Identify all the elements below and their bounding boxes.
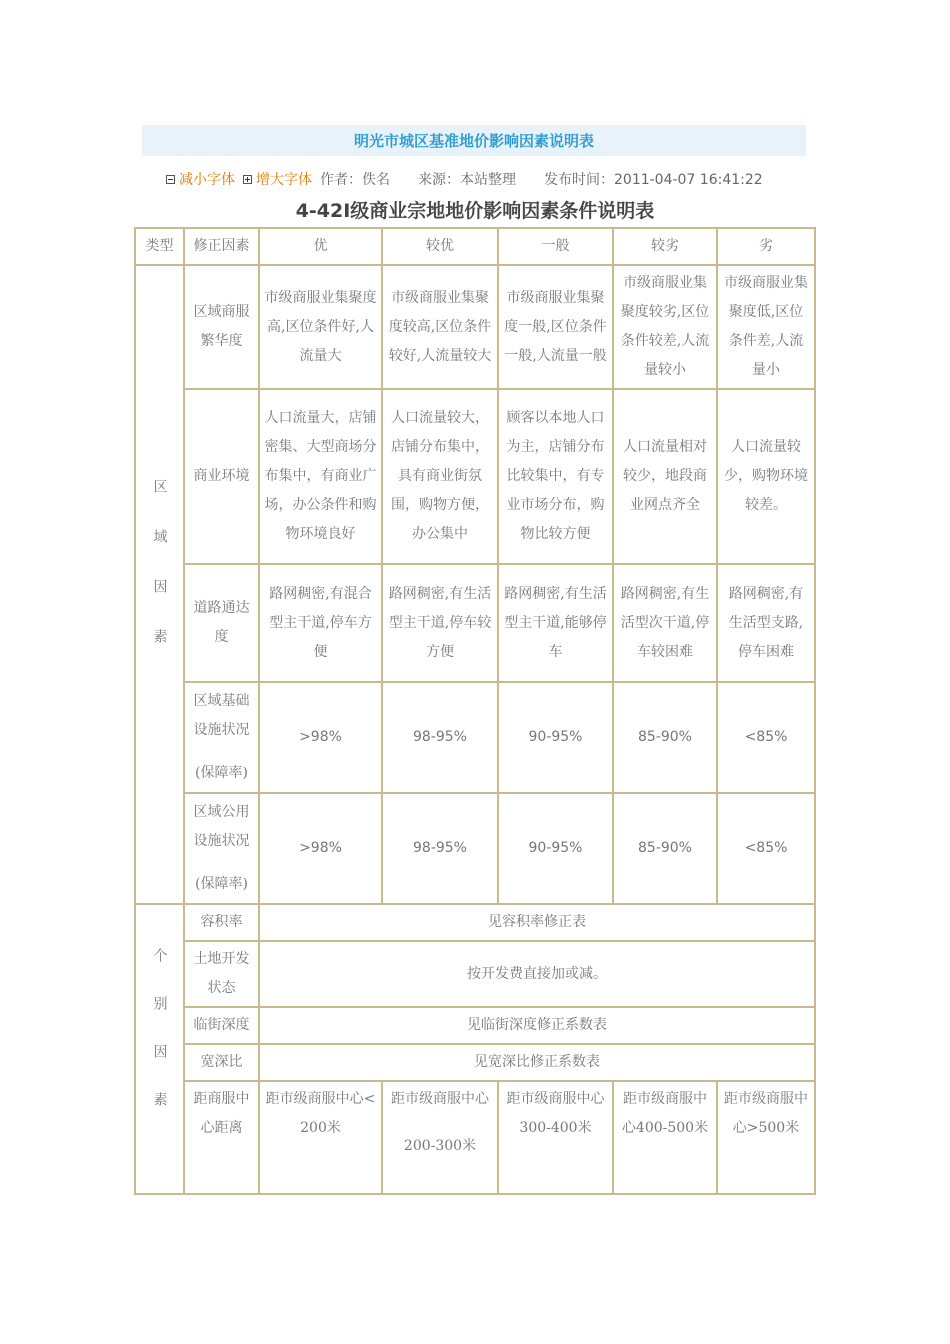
article-title: 明光市城区基准地价影响因素说明表 <box>353 132 594 150</box>
value-cell: 人口流量较大，店铺分布集中，具有商业街氛围，购物方便，办公集中 <box>382 389 498 564</box>
factor-cell: 商业环境 <box>184 389 259 564</box>
factor-cell: 宽深比 <box>184 1044 259 1081</box>
value-cell: 85-90% <box>613 682 717 793</box>
table-row <box>135 941 815 1007</box>
factor-table <box>134 227 816 1195</box>
factor-cell: 临街深度 <box>184 1007 259 1044</box>
table-row <box>135 1044 815 1081</box>
table-row <box>135 793 815 904</box>
factor-cell: 土地开发状态 <box>184 941 259 1007</box>
table-title: 4-42Ⅰ级商业宗地地价影响因素条件说明表 <box>295 200 655 222</box>
value-cell: 顾客以本地人口为主，店铺分布比较集中，有专业市场分布，购物比较方便 <box>498 389 613 564</box>
value-cell: 路网稠密,有生活型次干道,停车较困难 <box>613 564 717 682</box>
note-cell: 见宽深比修正系数表 <box>259 1044 815 1081</box>
header-cell: 修正因素 <box>184 228 259 265</box>
article-title-banner <box>142 125 806 156</box>
table-row <box>135 904 815 941</box>
value-cell: 市级商服业集聚度较高,区位条件较好,人流量较大 <box>382 265 498 389</box>
value-cell: 90-95% <box>498 793 613 904</box>
header-cell: 一般 <box>498 228 613 265</box>
note-cell: 见临街深度修正系数表 <box>259 1007 815 1044</box>
factor-cell: 容积率 <box>184 904 259 941</box>
enlarge-font-link[interactable]: 增大字体 <box>256 172 312 188</box>
table-row <box>135 265 815 389</box>
value-cell: 人口流量相对较少，地段商业网点齐全 <box>613 389 717 564</box>
value-cell: >98% <box>259 793 382 904</box>
factor-main: 区域公用设施状况 <box>193 804 250 849</box>
value-cell: 85-90% <box>613 793 717 904</box>
value-cell: 98-95% <box>382 682 498 793</box>
value-cell: 人口流量较少，购物环境较差。 <box>717 389 815 564</box>
value-cell: 路网稠密,有混合型主干道,停车方便 <box>259 564 382 682</box>
value-cell: 距市级商服中心300-400米 <box>498 1081 613 1194</box>
table-row <box>135 564 815 682</box>
factor-cell <box>184 682 259 793</box>
value-cell: <85% <box>717 682 815 793</box>
header-cell: 优 <box>259 228 382 265</box>
value-cell: 人口流量大，店铺密集、大型商场分布集中，有商业广场，办公条件和购物环境良好 <box>259 389 382 564</box>
value-line: 距市级商服中心 <box>391 1091 489 1107</box>
table-row <box>135 1081 815 1194</box>
header-cell: 劣 <box>717 228 815 265</box>
value-cell: 市级商服业集聚度一般,区位条件一般,人流量一般 <box>498 265 613 389</box>
header-cell: 较优 <box>382 228 498 265</box>
factor-sub: (保障率) <box>195 765 248 781</box>
factor-main: 区域基础设施状况 <box>193 693 250 738</box>
factor-sub: (保障率) <box>195 876 248 892</box>
value-cell: 市级商服业集聚度高,区位条件好,人流量大 <box>259 265 382 389</box>
value-cell: 市级商服业集聚度低,区位条件差,人流量小 <box>717 265 815 389</box>
value-cell: 市级商服业集聚度较劣,区位条件较差,人流量较小 <box>613 265 717 389</box>
minus-box-icon[interactable] <box>166 175 175 184</box>
value-cell <box>382 1081 498 1194</box>
article-meta-bar <box>166 169 763 189</box>
value-cell: 距市级商服中心<200米 <box>259 1081 382 1194</box>
value-line: 200-300米 <box>403 1138 477 1154</box>
table-row <box>135 1007 815 1044</box>
value-cell: 98-95% <box>382 793 498 904</box>
factor-cell: 距商服中心距离 <box>184 1081 259 1194</box>
group-regional: 区域因素 <box>135 265 184 904</box>
group-individual: 个别因素 <box>135 904 184 1194</box>
value-cell: 距市级商服中心400-500米 <box>613 1081 717 1194</box>
note-cell: 见容积率修正表 <box>259 904 815 941</box>
value-cell: 路网稠密,有生活型主干道,停车较方便 <box>382 564 498 682</box>
factor-cell: 区域商服繁华度 <box>184 265 259 389</box>
value-cell: 90-95% <box>498 682 613 793</box>
factor-cell: 道路通达度 <box>184 564 259 682</box>
value-cell: 距市级商服中心>500米 <box>717 1081 815 1194</box>
value-cell: 路网稠密,有生活型主干道,能够停车 <box>498 564 613 682</box>
shrink-font-link[interactable]: 减小字体 <box>179 172 235 188</box>
plus-box-icon[interactable] <box>243 175 252 184</box>
table-header-row <box>135 228 815 265</box>
value-cell: <85% <box>717 793 815 904</box>
table-row <box>135 389 815 564</box>
author-text: 作者：佚名 <box>320 172 390 188</box>
publish-time: 发布时间：2011-04-07 16:41:22 <box>544 172 763 188</box>
value-cell: 路网稠密,有生活型支路,停车困难 <box>717 564 815 682</box>
header-cell: 类型 <box>135 228 184 265</box>
factor-cell <box>184 793 259 904</box>
table-row <box>135 682 815 793</box>
header-cell: 较劣 <box>613 228 717 265</box>
value-cell: >98% <box>259 682 382 793</box>
source-text: 来源：本站整理 <box>418 172 516 188</box>
note-cell: 按开发费直接加或减。 <box>259 941 815 1007</box>
